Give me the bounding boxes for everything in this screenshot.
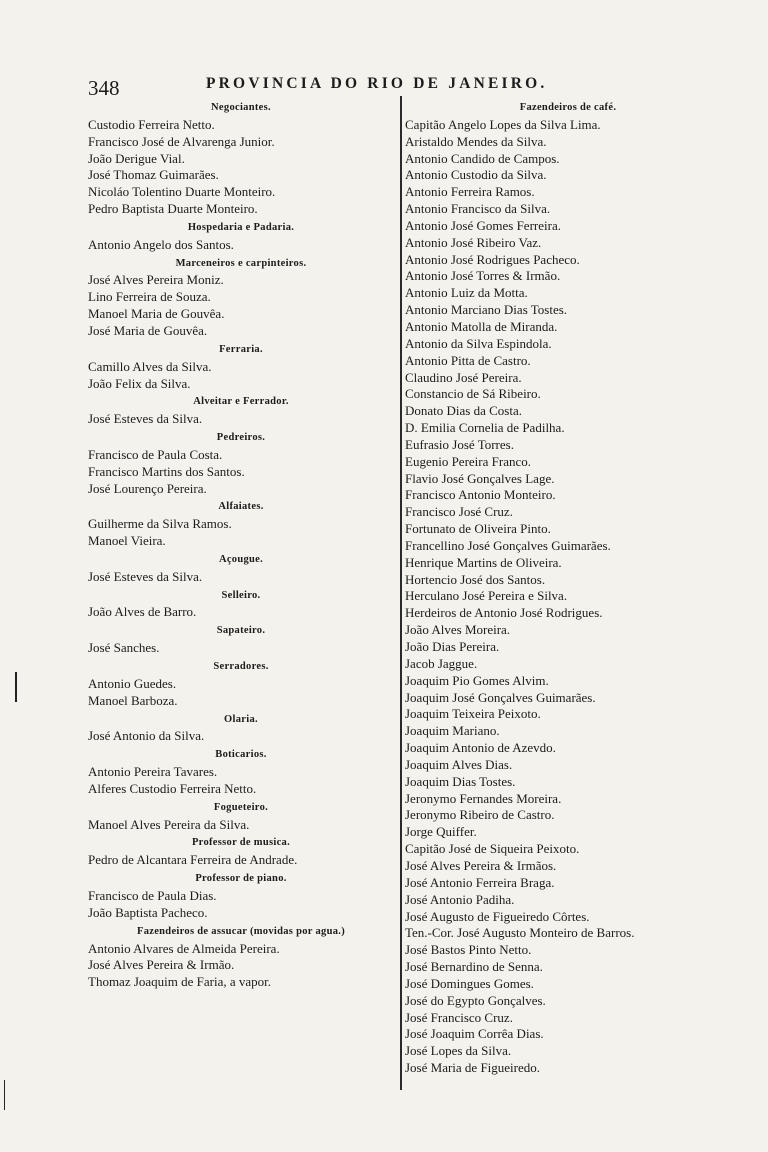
list-item: Joaquim Dias Tostes. [405, 773, 516, 789]
list-item: Joaquim José Gonçalves Guimarães. [405, 689, 596, 705]
list-item: José Esteves da Silva. [88, 568, 203, 584]
list-item: Antonio Alvares de Almeida Pereira. [88, 940, 280, 956]
list-item: Flavio José Gonçalves Lage. [405, 470, 555, 486]
list-item: João Derigue Vial. [88, 150, 185, 166]
list-item: Francisco de Paula Costa. [88, 446, 223, 462]
list-item: Aristaldo Mendes da Silva. [405, 133, 547, 149]
section-heading: Açougue. [218, 553, 264, 565]
list-item: José Lourenço Pereira. [88, 480, 207, 496]
list-item: Antonio José Rodrigues Pacheco. [405, 251, 580, 267]
list-item: Antonio da Silva Espindola. [405, 335, 552, 351]
list-item: Henrique Martins de Oliveira. [405, 554, 562, 570]
section-heading: Boticarios. [215, 749, 267, 761]
list-item: Francisco de Paula Dias. [88, 887, 217, 903]
running-head: PROVINCIA DO RIO DE JANEIRO. [206, 75, 548, 92]
section-heading: Fogueteiro. [213, 801, 269, 813]
list-item: Fortunato de Oliveira Pinto. [405, 521, 551, 537]
list-item: Antonio Luiz da Motta. [405, 285, 528, 301]
column-divider [400, 96, 402, 1090]
list-item: Ten.-Cor. José Augusto Monteiro de Barros. [405, 925, 635, 941]
section-heading: Serradores. [213, 661, 269, 672]
list-item: José Sanches. [88, 640, 160, 656]
list-item: Antonio Marciano Dias Tostes. [405, 302, 568, 318]
list-item: Francisco Martins dos Santos. [88, 463, 245, 479]
list-item: João Baptista Pacheco. [88, 904, 208, 920]
page-number: 348 [88, 76, 120, 100]
section-heading: Alfaiates. [218, 501, 264, 513]
section-heading: Fazendeiros de café. [519, 102, 617, 113]
list-item: Jorge Quiffer. [405, 824, 477, 840]
list-item: Pedro de Alcantara Ferreira de Andrade. [88, 852, 298, 868]
list-item: Joaquim Alves Dias. [405, 756, 513, 772]
list-item: José Francisco Cruz. [405, 1009, 513, 1025]
right-column [403, 100, 733, 1077]
list-item: Herdeiros de Antonio José Rodrigues. [405, 605, 603, 621]
list-item: Pedro Baptista Duarte Monteiro. [88, 201, 258, 217]
section-heading: Ferraria. [219, 343, 263, 355]
list-item: José Bernardino de Senna. [405, 959, 543, 975]
section-heading: Hospedaria e Padaria. [187, 221, 295, 233]
list-item: Eugenio Pereira Franco. [405, 453, 531, 469]
list-item: Claudino José Pereira. [405, 369, 522, 385]
list-item: Herculano José Pereira e Silva. [405, 588, 568, 604]
list-item: Manoel Alves Pereira da Silva. [88, 816, 250, 832]
list-item: José Antonio Padiha. [405, 891, 515, 907]
list-item: Thomaz Joaquim de Faria, a vapor. [88, 974, 272, 990]
list-item: Francisco José de Alvarenga Junior. [88, 133, 275, 149]
section-heading: Sapateiro. [216, 625, 266, 637]
list-item: José Alves Pereira Moniz. [88, 272, 224, 288]
list-item: José Domingues Gomes. [405, 975, 534, 991]
list-item: Donato Dias da Costa. [405, 403, 522, 419]
list-item: Capitão Angelo Lopes da Silva Lima. [405, 116, 601, 132]
list-item: Alferes Custodio Ferreira Netto. [88, 780, 257, 796]
list-item: Francisco Antonio Monteiro. [405, 487, 556, 503]
section-heading: Olaria. [224, 713, 258, 725]
list-item: José Antonio Ferreira Braga. [405, 874, 555, 890]
list-item: João Alves de Barro. [88, 604, 197, 620]
list-item: José do Egypto Gonçalves. [405, 992, 546, 1008]
list-item: João Alves Moreira. [405, 622, 511, 638]
list-item: Custodio Ferreira Netto. [88, 116, 215, 132]
list-item: José Lopes da Silva. [405, 1043, 512, 1059]
section-heading: Alveitar e Ferrador. [193, 396, 289, 408]
section-heading: Fazendeiros de assucar (movidas por agua.) [136, 925, 346, 937]
list-item: Camillo Alves da Silva. [88, 358, 212, 374]
list-item: Nicoláo Tolentino Duarte Monteiro. [88, 184, 276, 200]
list-item: José Alves Pereira & Irmão. [88, 957, 235, 973]
list-item: José Antonio da Silva. [88, 728, 205, 744]
list-item: Manoel Maria de Gouvêa. [88, 306, 225, 322]
list-item: José Bastos Pinto Netto. [405, 942, 532, 958]
list-item: Antonio Matolla de Miranda. [405, 318, 558, 334]
list-item: Lino Ferreira de Souza. [88, 289, 211, 305]
list-item: José Esteves da Silva. [88, 411, 203, 427]
section-heading: Pedreiros. [216, 432, 266, 444]
list-item: José Augusto de Figueiredo Côrtes. [405, 908, 590, 924]
list-item: Antonio Ferreira Ramos. [405, 184, 535, 200]
list-item: Francellino José Gonçalves Guimarães. [405, 537, 611, 553]
section-heading: Marceneiros e carpinteiros. [175, 257, 307, 269]
list-item: João Felix da Silva. [88, 375, 191, 391]
list-item: Eufrasio José Torres. [405, 436, 514, 452]
list-item: Antonio Francisco da Silva. [405, 201, 551, 217]
list-item: Joaquim Teixeira Peixoto. [405, 706, 541, 722]
list-item: José Alves Pereira & Irmãos. [405, 857, 557, 873]
list-item: Antonio Custodio da Silva. [405, 167, 547, 183]
list-item: Hortencio José dos Santos. [405, 571, 546, 587]
list-item: Antonio Candido de Campos. [405, 150, 560, 166]
list-item: Antonio Pereira Tavares. [88, 764, 218, 780]
list-item: Antonio José Gomes Ferreira. [405, 217, 561, 233]
list-item: José Maria de Gouvêa. [88, 322, 208, 338]
list-item: Antonio Angelo dos Santos. [88, 236, 234, 252]
section-heading: Professor de piano. [195, 873, 287, 885]
left-column [88, 100, 394, 991]
list-item: Manoel Barboza. [88, 692, 178, 708]
list-item: Joaquim Mariano. [405, 723, 500, 739]
list-item: Jacob Jaggue. [405, 655, 478, 671]
section-heading: Professor de musica. [191, 837, 291, 849]
list-item: Antonio José Torres & Irmão. [405, 268, 561, 284]
list-item: Manoel Vieira. [88, 533, 166, 549]
list-item: Jeronymo Ribeiro de Castro. [405, 807, 555, 823]
list-item: Joaquim Pio Gomes Alvim. [405, 672, 549, 688]
list-item: Francisco José Cruz. [405, 504, 513, 520]
section-heading: Negociantes. [211, 102, 271, 113]
list-item: José Joaquim Corrêa Dias. [405, 1026, 544, 1042]
list-item: João Dias Pereira. [405, 639, 500, 654]
list-item: Antonio Guedes. [88, 675, 177, 691]
list-item: D. Emilia Cornelia de Padilha. [405, 420, 565, 436]
list-item: Guilherme da Silva Ramos. [88, 516, 232, 532]
list-item: José Thomaz Guimarães. [88, 167, 219, 183]
list-item: Joaquim Antonio de Azevdo. [405, 740, 556, 756]
list-item: Jeronymo Fernandes Moreira. [405, 790, 562, 806]
list-item: Constancio de Sá Ribeiro. [405, 386, 541, 402]
list-item: José Maria de Figueiredo. [405, 1060, 541, 1076]
list-item: Antonio José Ribeiro Vaz. [405, 234, 542, 250]
list-item: Capitão José de Siqueira Peixoto. [405, 841, 580, 857]
section-heading: Selleiro. [221, 589, 261, 601]
list-item: Antonio Pitta de Castro. [405, 352, 531, 368]
